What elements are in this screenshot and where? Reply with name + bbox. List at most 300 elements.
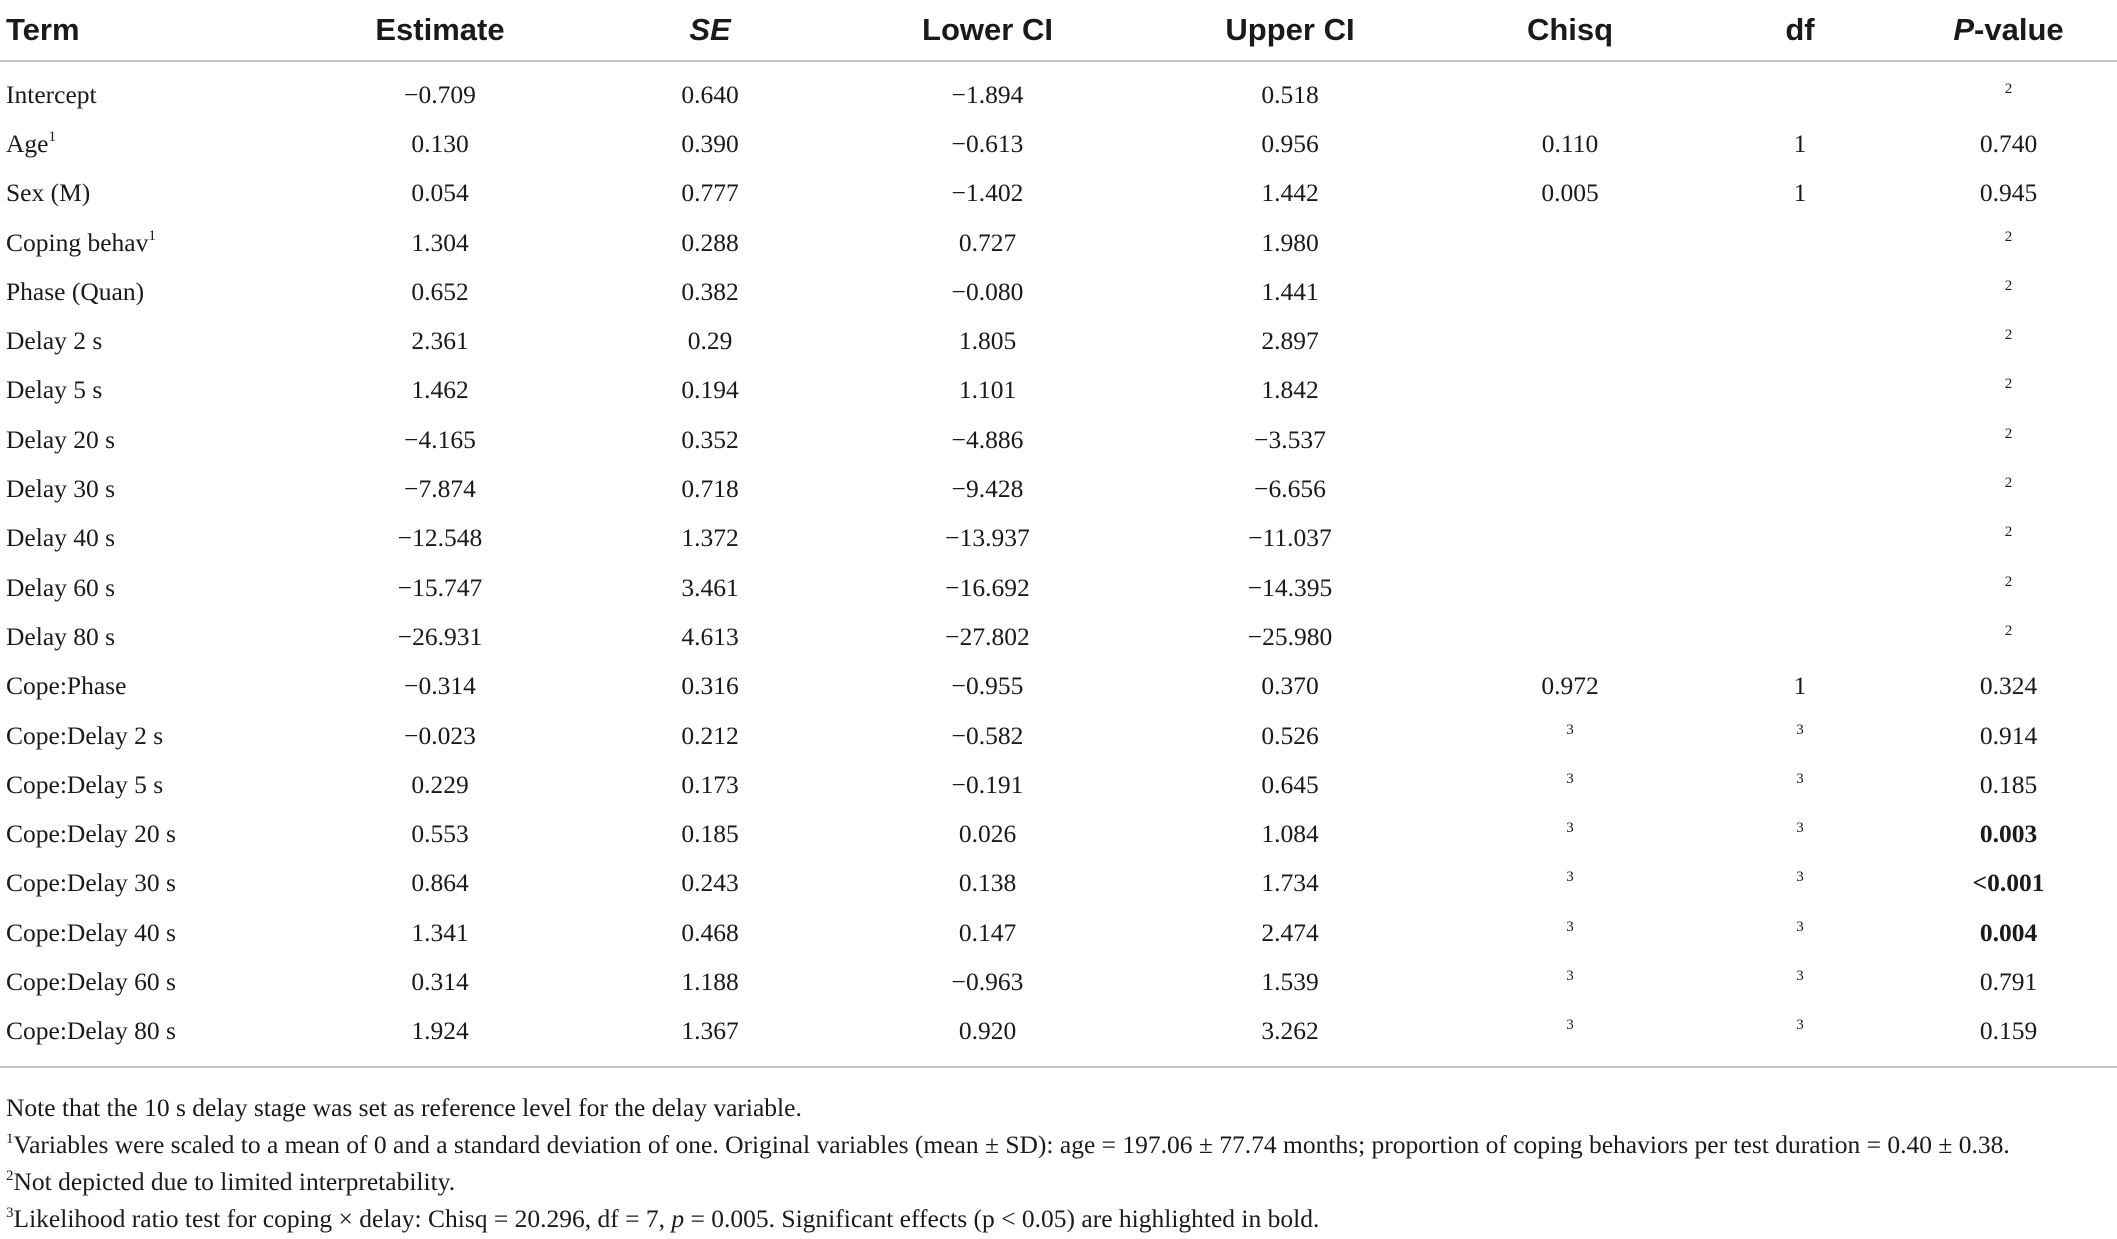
cell-lower-ci-value: −0.955 — [951, 671, 1024, 701]
cell-upper-ci-value: −25.980 — [1247, 621, 1333, 651]
cell-p-value — [1900, 711, 2117, 760]
cell-se — [585, 316, 835, 365]
cell-p-value — [1900, 267, 2117, 316]
cell-se-value: 0.194 — [681, 375, 739, 405]
cell-chisq — [1440, 662, 1700, 711]
p-value: 0.945 — [1979, 178, 2038, 208]
cell-upper-ci — [1140, 61, 1440, 119]
cell-estimate-value: −0.709 — [404, 79, 476, 109]
cell-se-value: 3.461 — [681, 572, 739, 602]
cell-se-value: 0.185 — [681, 819, 739, 849]
cell-estimate-value: −15.747 — [397, 572, 483, 602]
cell-estimate-value: −7.874 — [404, 474, 476, 504]
cell-estimate-value: 0.314 — [411, 966, 469, 996]
cell-estimate — [295, 809, 585, 858]
col-header-p-rest: -value — [1974, 12, 2064, 47]
cell-term — [0, 61, 295, 119]
cell-df — [1700, 169, 1900, 218]
df-value: 1 — [1793, 671, 1807, 701]
cell-df — [1700, 809, 1900, 858]
cell-upper-ci — [1140, 760, 1440, 809]
cell-lower-ci — [835, 809, 1140, 858]
cell-lower-ci-value: −0.963 — [951, 966, 1024, 996]
cell-chisq — [1440, 119, 1700, 168]
cell-upper-ci-value: 0.518 — [1261, 79, 1319, 109]
cell-df — [1700, 366, 1900, 415]
table-row — [0, 464, 2117, 513]
p-footnote-marker: 2 — [2004, 376, 2013, 393]
cell-lower-ci — [835, 760, 1140, 809]
cell-p-value — [1900, 218, 2117, 267]
cell-term — [0, 662, 295, 711]
cell-df — [1700, 859, 1900, 908]
table-row — [0, 662, 2117, 711]
footnote-3-text-b: = 0.005. Significant effects (p < 0.05) are highlighted in bold. — [684, 1204, 1320, 1233]
cell-p-value — [1900, 809, 2117, 858]
cell-upper-ci-value: 0.370 — [1261, 671, 1319, 701]
cell-estimate-value: 0.229 — [411, 769, 469, 799]
cell-df — [1700, 464, 1900, 513]
cell-term — [0, 514, 295, 563]
col-header-chisq: Chisq — [1526, 12, 1614, 47]
cell-estimate — [295, 859, 585, 908]
cell-lower-ci — [835, 612, 1140, 661]
p-footnote-marker: 2 — [2004, 425, 2013, 442]
cell-se-value: 1.188 — [681, 966, 739, 996]
cell-p-value — [1900, 464, 2117, 513]
cell-p-value — [1900, 1007, 2117, 1067]
cell-estimate — [295, 908, 585, 957]
p-footnote-marker: 2 — [2004, 573, 2013, 590]
cell-upper-ci — [1140, 169, 1440, 218]
cell-estimate — [295, 711, 585, 760]
term-superscript: 1 — [48, 128, 56, 145]
header-row — [0, 0, 2117, 61]
cell-upper-ci-value: −11.037 — [1248, 523, 1332, 553]
cell-df — [1700, 563, 1900, 612]
cell-p-value — [1900, 119, 2117, 168]
table-row — [0, 711, 2117, 760]
cell-lower-ci — [835, 316, 1140, 365]
footnote-2 — [6, 1163, 2111, 1200]
table-footnotes — [6, 1089, 2111, 1237]
cell-p-value — [1900, 316, 2117, 365]
cell-upper-ci-value: 1.734 — [1261, 868, 1319, 898]
term-label: Cope:Phase — [6, 671, 127, 701]
chisq-footnote-marker: 3 — [1566, 918, 1574, 935]
cell-estimate — [295, 61, 585, 119]
term-label: Cope:Delay 20 s — [6, 819, 176, 849]
cell-lower-ci — [835, 859, 1140, 908]
cell-lower-ci-value: −1.402 — [951, 178, 1024, 208]
footnote-3-p: p — [671, 1204, 685, 1233]
cell-estimate — [295, 415, 585, 464]
cell-estimate — [295, 760, 585, 809]
cell-lower-ci-value: 1.805 — [958, 326, 1017, 356]
cell-upper-ci — [1140, 809, 1440, 858]
df-footnote-marker: 3 — [1796, 820, 1804, 837]
cell-upper-ci-value: 0.956 — [1261, 128, 1319, 158]
cell-upper-ci — [1140, 957, 1440, 1006]
footnote-3-text-a: Likelihood ratio test for coping × delay: Chisq = 20.296, df = 7, — [13, 1204, 672, 1233]
cell-term — [0, 169, 295, 218]
cell-chisq — [1440, 1007, 1700, 1067]
term-label: Phase (Quan) — [6, 276, 145, 306]
cell-upper-ci — [1140, 119, 1440, 168]
cell-se — [585, 218, 835, 267]
cell-chisq — [1440, 218, 1700, 267]
cell-p-value — [1900, 859, 2117, 908]
p-footnote-marker: 2 — [2004, 524, 2013, 541]
table-row — [0, 1007, 2117, 1067]
p-footnote-marker: 2 — [2004, 228, 2013, 245]
cell-se-value: 0.316 — [681, 671, 739, 701]
col-header-p-value — [1900, 0, 2117, 61]
cell-chisq — [1440, 563, 1700, 612]
cell-term — [0, 957, 295, 1006]
cell-upper-ci-value: 2.897 — [1261, 326, 1319, 356]
cell-chisq — [1440, 957, 1700, 1006]
p-value: <0.001 — [1972, 868, 2045, 898]
cell-chisq — [1440, 908, 1700, 957]
cell-se — [585, 760, 835, 809]
cell-term — [0, 119, 295, 168]
df-footnote-marker: 3 — [1796, 770, 1804, 787]
col-header-lower-ci: Lower CI — [922, 12, 1053, 47]
cell-p-value — [1900, 662, 2117, 711]
cell-se-value: 0.173 — [681, 769, 739, 799]
term-label: Cope:Delay 30 s — [6, 868, 176, 898]
cell-se-value: 0.390 — [681, 128, 739, 158]
cell-upper-ci — [1140, 316, 1440, 365]
cell-p-value — [1900, 563, 2117, 612]
term-label: Delay 40 s — [6, 523, 116, 553]
p-footnote-marker: 2 — [2004, 80, 2013, 97]
cell-se-value: 0.29 — [687, 326, 733, 356]
cell-se-value: 0.718 — [681, 474, 739, 504]
p-value: 0.004 — [1979, 917, 2038, 947]
cell-estimate-value: 0.054 — [411, 178, 469, 208]
cell-se — [585, 908, 835, 957]
p-value: 0.185 — [1979, 769, 2038, 799]
cell-se — [585, 859, 835, 908]
cell-lower-ci — [835, 169, 1140, 218]
cell-df — [1700, 514, 1900, 563]
cell-chisq — [1440, 760, 1700, 809]
cell-se-value: 0.352 — [681, 424, 739, 454]
cell-estimate-value: 1.304 — [411, 227, 469, 257]
cell-estimate-value: −0.314 — [404, 671, 476, 701]
p-footnote-marker: 2 — [2004, 622, 2013, 639]
cell-upper-ci — [1140, 711, 1440, 760]
cell-lower-ci-value: −4.886 — [951, 424, 1024, 454]
chisq-value: 0.005 — [1541, 178, 1599, 208]
cell-se-value: 0.288 — [681, 227, 739, 257]
cell-se-value: 0.640 — [681, 79, 739, 109]
cell-se — [585, 612, 835, 661]
cell-upper-ci-value: 1.842 — [1261, 375, 1319, 405]
col-header-se — [585, 0, 835, 61]
cell-se — [585, 61, 835, 119]
cell-se — [585, 366, 835, 415]
cell-se-value: 0.212 — [681, 720, 739, 750]
cell-estimate-value: −12.548 — [397, 523, 483, 553]
cell-upper-ci-value: −14.395 — [1247, 572, 1333, 602]
p-value: 0.003 — [1979, 819, 2038, 849]
cell-lower-ci — [835, 464, 1140, 513]
table-row — [0, 563, 2117, 612]
table-row — [0, 169, 2117, 218]
cell-estimate — [295, 169, 585, 218]
cell-upper-ci — [1140, 859, 1440, 908]
cell-df — [1700, 957, 1900, 1006]
chisq-footnote-marker: 3 — [1566, 820, 1574, 837]
p-footnote-marker: 2 — [2004, 277, 2013, 294]
df-footnote-marker: 3 — [1796, 869, 1804, 886]
cell-df — [1700, 267, 1900, 316]
table-row — [0, 859, 2117, 908]
p-footnote-marker: 2 — [2004, 327, 2013, 344]
term-label: Delay 20 s — [6, 424, 116, 454]
cell-upper-ci — [1140, 366, 1440, 415]
cell-term — [0, 612, 295, 661]
cell-upper-ci-value: 1.980 — [1261, 227, 1319, 257]
cell-lower-ci-value: −27.802 — [945, 621, 1030, 651]
table-row — [0, 809, 2117, 858]
table-row — [0, 61, 2117, 119]
table-row — [0, 316, 2117, 365]
term-label: Delay 80 s — [6, 621, 116, 651]
term-label: Cope:Delay 5 s — [6, 769, 164, 799]
df-value: 1 — [1793, 178, 1807, 208]
cell-lower-ci-value: 0.026 — [958, 819, 1017, 849]
term-label: Delay 2 s — [6, 326, 103, 356]
cell-se-value: 0.468 — [681, 917, 739, 947]
cell-term — [0, 415, 295, 464]
cell-estimate — [295, 612, 585, 661]
p-footnote-marker: 2 — [2004, 475, 2013, 492]
cell-df — [1700, 61, 1900, 119]
chisq-value: 0.972 — [1541, 671, 1599, 701]
cell-estimate — [295, 957, 585, 1006]
cell-lower-ci-value: −0.191 — [951, 769, 1024, 799]
cell-upper-ci — [1140, 514, 1440, 563]
cell-se — [585, 119, 835, 168]
cell-term — [0, 711, 295, 760]
cell-se — [585, 1007, 835, 1067]
cell-lower-ci-value: 0.147 — [958, 917, 1017, 947]
col-header-se-label: SE — [689, 12, 731, 47]
footnote-3-marker: 3 — [6, 1205, 14, 1221]
cell-chisq — [1440, 514, 1700, 563]
cell-term — [0, 809, 295, 858]
cell-df — [1700, 316, 1900, 365]
cell-se — [585, 464, 835, 513]
footnote-2-marker: 2 — [6, 1168, 14, 1184]
cell-estimate-value: 1.341 — [411, 917, 469, 947]
cell-lower-ci — [835, 957, 1140, 1006]
cell-term — [0, 316, 295, 365]
cell-upper-ci-value: 0.526 — [1261, 720, 1319, 750]
p-value: 0.791 — [1979, 966, 2038, 996]
table-header — [0, 0, 2117, 61]
cell-lower-ci-value: −0.080 — [951, 276, 1024, 306]
cell-chisq — [1440, 711, 1700, 760]
cell-lower-ci — [835, 1007, 1140, 1067]
df-footnote-marker: 3 — [1796, 721, 1804, 738]
cell-lower-ci — [835, 119, 1140, 168]
cell-p-value — [1900, 760, 2117, 809]
cell-estimate-value: −4.165 — [404, 424, 476, 454]
cell-estimate — [295, 563, 585, 612]
cell-p-value — [1900, 957, 2117, 1006]
table-row — [0, 908, 2117, 957]
cell-term — [0, 366, 295, 415]
cell-estimate — [295, 316, 585, 365]
cell-p-value — [1900, 612, 2117, 661]
cell-term — [0, 1007, 295, 1067]
cell-chisq — [1440, 415, 1700, 464]
cell-se — [585, 514, 835, 563]
cell-estimate-value: 0.864 — [411, 868, 469, 898]
footnote-1-text: Variables were scaled to a mean of 0 and a standard deviation of one. Original variables (mean ± SD): age = 197.06 ± 77.74 months; proportion of coping behaviors per test duration = 0.40 ± 0.38. — [13, 1130, 2010, 1159]
cell-se — [585, 563, 835, 612]
cell-term — [0, 908, 295, 957]
footnote-reference: Note that the 10 s delay stage was set as reference level for the delay variable. — [6, 1093, 802, 1122]
term-label: Age — [6, 128, 49, 158]
cell-upper-ci — [1140, 267, 1440, 316]
cell-estimate — [295, 267, 585, 316]
cell-se — [585, 809, 835, 858]
cell-estimate-value: 0.130 — [411, 128, 469, 158]
cell-estimate-value: 0.652 — [411, 276, 469, 306]
table-row — [0, 267, 2117, 316]
df-footnote-marker: 3 — [1796, 967, 1804, 984]
cell-term — [0, 760, 295, 809]
cell-chisq — [1440, 267, 1700, 316]
term-label: Sex (M) — [6, 178, 91, 208]
cell-df — [1700, 760, 1900, 809]
cell-upper-ci-value: 0.645 — [1261, 769, 1319, 799]
cell-upper-ci — [1140, 464, 1440, 513]
cell-upper-ci — [1140, 563, 1440, 612]
term-label: Coping behav — [6, 227, 149, 257]
cell-df — [1700, 908, 1900, 957]
table-row — [0, 957, 2117, 1006]
p-value: 0.159 — [1979, 1016, 2038, 1046]
cell-lower-ci-value: 0.138 — [958, 868, 1017, 898]
cell-p-value — [1900, 169, 2117, 218]
cell-df — [1700, 612, 1900, 661]
cell-se — [585, 169, 835, 218]
cell-estimate-value: 1.924 — [411, 1016, 469, 1046]
cell-chisq — [1440, 169, 1700, 218]
p-value: 0.324 — [1979, 671, 2038, 701]
cell-chisq — [1440, 366, 1700, 415]
cell-upper-ci — [1140, 612, 1440, 661]
cell-upper-ci-value: −6.656 — [1254, 474, 1326, 504]
cell-se — [585, 711, 835, 760]
cell-estimate — [295, 662, 585, 711]
cell-upper-ci-value: 1.539 — [1261, 966, 1319, 996]
cell-chisq — [1440, 61, 1700, 119]
cell-upper-ci — [1140, 218, 1440, 267]
cell-estimate — [295, 1007, 585, 1067]
cell-estimate-value: 0.553 — [411, 819, 469, 849]
footnote-2-text: Not depicted due to limited interpretability. — [13, 1167, 456, 1196]
table-row — [0, 514, 2117, 563]
cell-p-value — [1900, 61, 2117, 119]
cell-chisq — [1440, 316, 1700, 365]
chisq-value: 0.110 — [1541, 128, 1599, 158]
cell-se-value: 0.243 — [681, 868, 739, 898]
cell-upper-ci — [1140, 662, 1440, 711]
df-footnote-marker: 3 — [1796, 1017, 1804, 1034]
chisq-footnote-marker: 3 — [1566, 721, 1574, 738]
term-label: Cope:Delay 60 s — [6, 966, 176, 996]
term-superscript: 1 — [148, 227, 156, 244]
cell-lower-ci-value: −0.582 — [951, 720, 1024, 750]
table-row — [0, 612, 2117, 661]
cell-df — [1700, 711, 1900, 760]
cell-df — [1700, 415, 1900, 464]
cell-se — [585, 267, 835, 316]
cell-upper-ci-value: 2.474 — [1261, 917, 1319, 947]
cell-estimate — [295, 218, 585, 267]
table-row — [0, 760, 2117, 809]
cell-chisq — [1440, 859, 1700, 908]
cell-df — [1700, 662, 1900, 711]
chisq-footnote-marker: 3 — [1566, 869, 1574, 886]
cell-lower-ci — [835, 514, 1140, 563]
term-label: Delay 60 s — [6, 572, 116, 602]
cell-term — [0, 563, 295, 612]
cell-estimate-value: 2.361 — [411, 326, 469, 356]
df-value: 1 — [1793, 128, 1807, 158]
cell-estimate — [295, 366, 585, 415]
cell-upper-ci-value: 1.442 — [1261, 178, 1319, 208]
table-row — [0, 366, 2117, 415]
cell-upper-ci — [1140, 1007, 1440, 1067]
cell-upper-ci-value: −3.537 — [1254, 424, 1326, 454]
cell-lower-ci-value: −0.613 — [951, 128, 1024, 158]
term-label: Cope:Delay 40 s — [6, 917, 176, 947]
cell-lower-ci — [835, 711, 1140, 760]
df-footnote-marker: 3 — [1796, 918, 1804, 935]
chisq-footnote-marker: 3 — [1566, 1017, 1574, 1034]
cell-estimate — [295, 119, 585, 168]
cell-estimate-value: −0.023 — [404, 720, 476, 750]
cell-lower-ci — [835, 366, 1140, 415]
cell-se — [585, 957, 835, 1006]
chisq-footnote-marker: 3 — [1566, 770, 1574, 787]
term-label: Cope:Delay 2 s — [6, 720, 164, 750]
table-row — [0, 218, 2117, 267]
cell-estimate — [295, 464, 585, 513]
footnote-3 — [6, 1200, 2111, 1237]
col-header-p-italic: P — [1953, 12, 1975, 47]
cell-term — [0, 218, 295, 267]
cell-chisq — [1440, 809, 1700, 858]
term-label: Intercept — [6, 79, 97, 109]
col-header-term: Term — [6, 12, 80, 47]
cell-chisq — [1440, 612, 1700, 661]
cell-chisq — [1440, 464, 1700, 513]
cell-lower-ci — [835, 218, 1140, 267]
term-label: Delay 5 s — [6, 375, 103, 405]
cell-upper-ci-value: 1.441 — [1261, 276, 1319, 306]
footnote-1 — [6, 1126, 2111, 1163]
